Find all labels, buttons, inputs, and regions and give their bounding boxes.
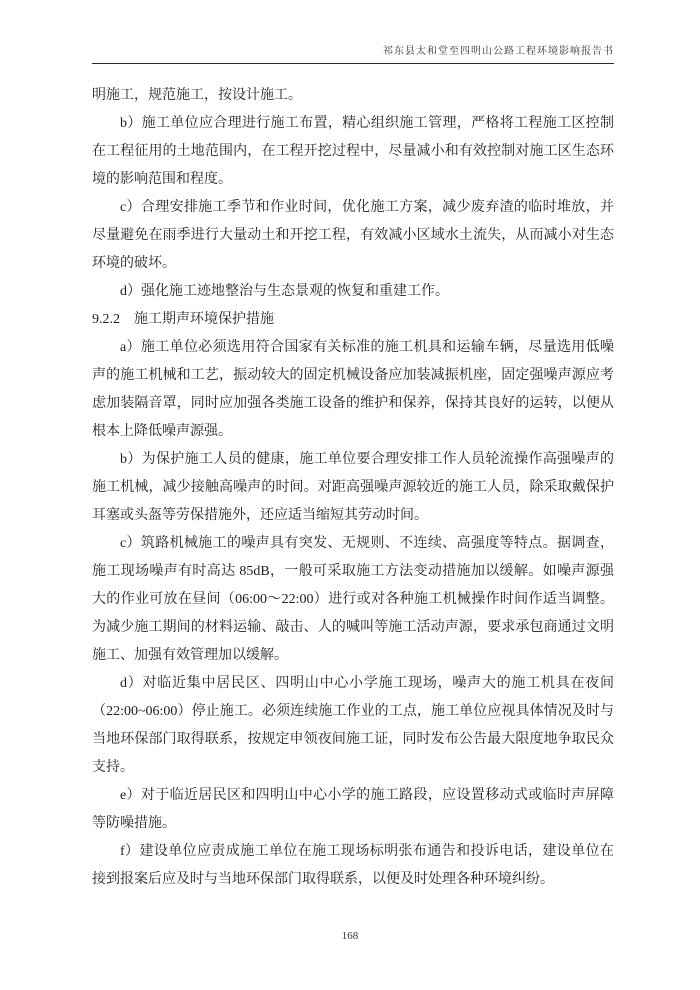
page-footer [0, 930, 700, 942]
document-body [92, 82, 614, 894]
running-header-title: 祁东县太和堂至四明山公路工程环境影响报告书 [383, 46, 614, 57]
paragraph: 明施工，规范施工，按设计施工。 [92, 88, 302, 103]
page-number: 168 [341, 930, 359, 942]
paragraph: d）强化施工迹地整治与生态景观的恢复和重建工作。 [120, 284, 449, 299]
paragraph: f）建设单位应责成施工单位在施工现场标明张布通告和投诉电话，建设单位在接到报案后应及时与当地环保部门取得联系，以便及时处理各种环境纠纷。 [92, 844, 614, 887]
section-heading: 9.2.2 施工期声环境保护措施 [92, 312, 274, 327]
paragraph: b）施工单位应合理进行施工布置，精心组织施工管理，严格将工程施工区控制在工程征用的土地范围内，在工程开挖过程中，尽量减小和有效控制对施工区生态环境的影响范围和程度。 [92, 116, 614, 187]
paragraph: d）对临近集中居民区、四明山中心小学施工现场，噪声大的施工机具在夜间（22:00~06:00）停止施工。必须连续施工作业的工点，施工单位应视具体情况及时与当地环保部门取得联系，按规定申领夜间施工证，同时发布公告最大限度地争取民众支持。 [92, 676, 614, 775]
running-header [92, 42, 614, 64]
paragraph: b）为保护施工人员的健康，施工单位要合理安排工作人员轮流操作高强噪声的施工机械，减少接触高噪声的时间。对距高强噪声源较近的施工人员，除采取戴保护耳塞或头盔等劳保措施外，还应适当缩短其劳动时间。 [92, 452, 614, 523]
paragraph: e）对于临近居民区和四明山中心小学的施工路段，应设置移动式或临时声屏障等防噪措施。 [92, 788, 614, 831]
paragraph: c）合理安排施工季节和作业时间，优化施工方案，减少废弃渣的临时堆放，并尽量避免在雨季进行大量动土和开挖工程，有效减小区域水土流失，从而减小对生态环境的破坏。 [92, 200, 614, 271]
paragraph: c）筑路机械施工的噪声具有突发、无规则、不连续、高强度等特点。据调查，施工现场噪声有时高达 85dB，一般可采取施工方法变动措施加以缓解。如噪声源强大的作业可放在昼间（06:00～22:00）进行或对各种施工机械操作时间作适当调整。为减少施工期间的材料运输、敲击、人的喊叫等施工活动声源，要求承包商通过文明施工、加强有效管理加以缓解。 [92, 536, 614, 663]
paragraph: a）施工单位必须选用符合国家有关标准的施工机具和运输车辆，尽量选用低噪声的施工机械和工艺，振动较大的固定机械设备应加装减振机座，固定强噪声源应考虑加装隔音罩，同时应加强各类施工设备的维护和保养，保持其良好的运转，以便从根本上降低噪声源强。 [92, 340, 614, 439]
